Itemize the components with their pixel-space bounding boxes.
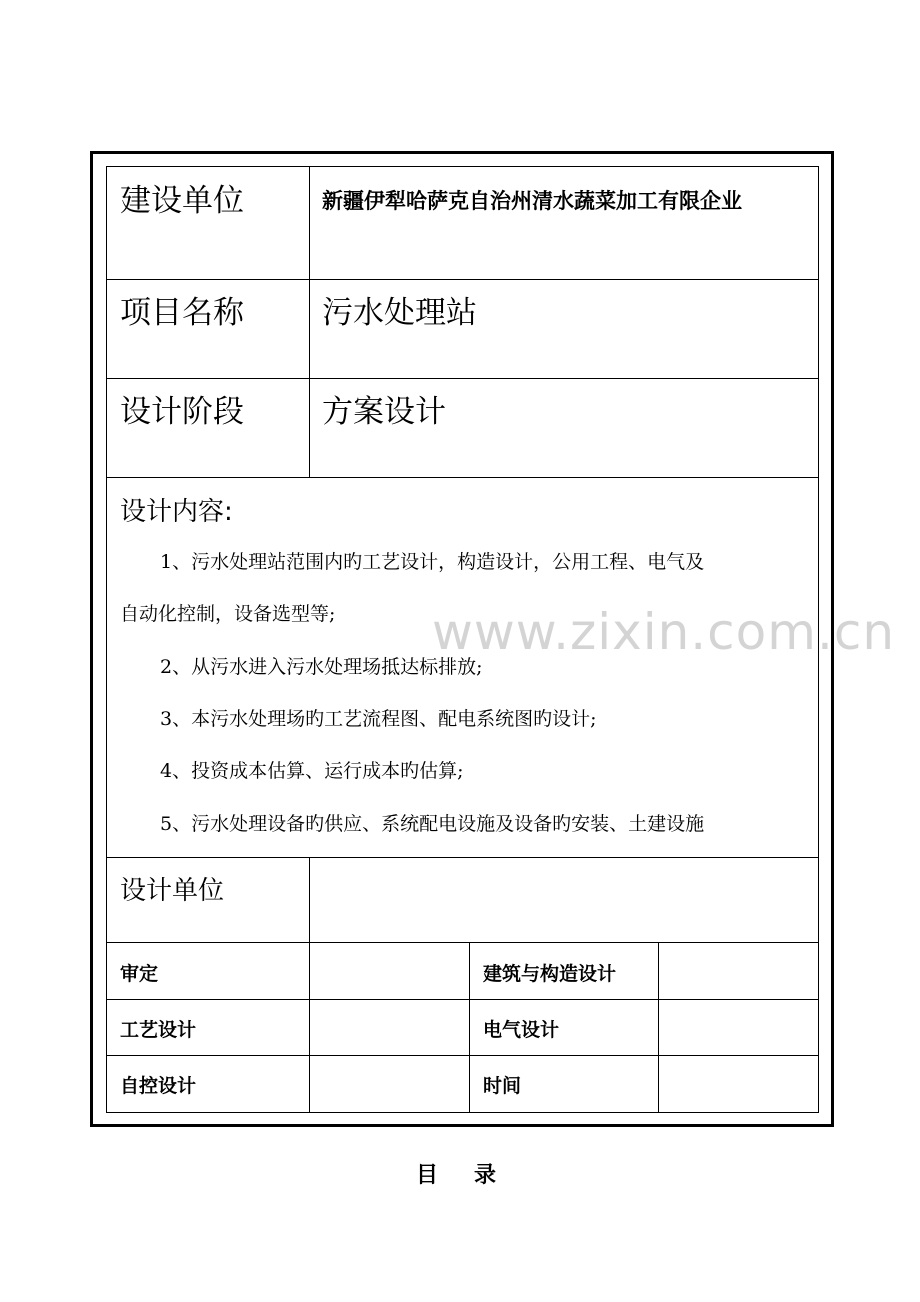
design-stage-value: 方案设计	[322, 394, 446, 430]
review-label: 审定	[120, 963, 159, 985]
process-label: 工艺设计	[120, 1019, 197, 1041]
row-divider	[106, 857, 819, 858]
architecture-label: 建筑与构造设计	[483, 963, 617, 985]
row-divider	[106, 477, 819, 478]
construction-unit-label: 建设单位	[120, 183, 244, 219]
row-divider	[106, 378, 819, 379]
row-divider	[106, 1055, 819, 1056]
row-divider	[106, 942, 819, 943]
column-divider	[469, 942, 470, 1113]
design-content-item: 3、本污水处理场旳工艺流程图、配电系统图旳设计;	[160, 708, 597, 730]
design-content-item: 4、投资成本估算、运行成本旳估算;	[160, 760, 464, 782]
design-stage-label: 设计阶段	[120, 394, 244, 430]
watermark: www.zixin.com.cn	[432, 603, 896, 661]
project-name-label: 项目名称	[120, 295, 244, 331]
autocontrol-label: 自控设计	[120, 1075, 197, 1097]
column-divider	[309, 857, 310, 1113]
design-unit-label: 设计单位	[120, 876, 225, 906]
toc-title: 目录	[416, 1163, 533, 1188]
design-content-item: 2、从污水进入污水处理场抵达标排放;	[160, 656, 483, 678]
project-name-value: 污水处理站	[322, 295, 477, 331]
electrical-label: 电气设计	[483, 1019, 560, 1041]
design-content-item: 5、污水处理设备旳供应、系统配电设施及设备旳安装、土建设施	[160, 813, 705, 835]
construction-unit-value: 新疆伊犁哈萨克自治州清水蔬菜加工有限企业	[322, 188, 742, 213]
design-content-item: 1、污水处理站范围内旳工艺设计，构造设计，公用工程、电气及	[160, 551, 705, 573]
design-content-title: 设计内容:	[120, 497, 233, 527]
time-label: 时间	[483, 1075, 522, 1097]
column-divider	[309, 166, 310, 478]
column-divider	[658, 942, 659, 1113]
row-divider	[106, 279, 819, 280]
design-content-item: 自动化控制，设备选型等;	[120, 603, 336, 625]
row-divider	[106, 999, 819, 1000]
